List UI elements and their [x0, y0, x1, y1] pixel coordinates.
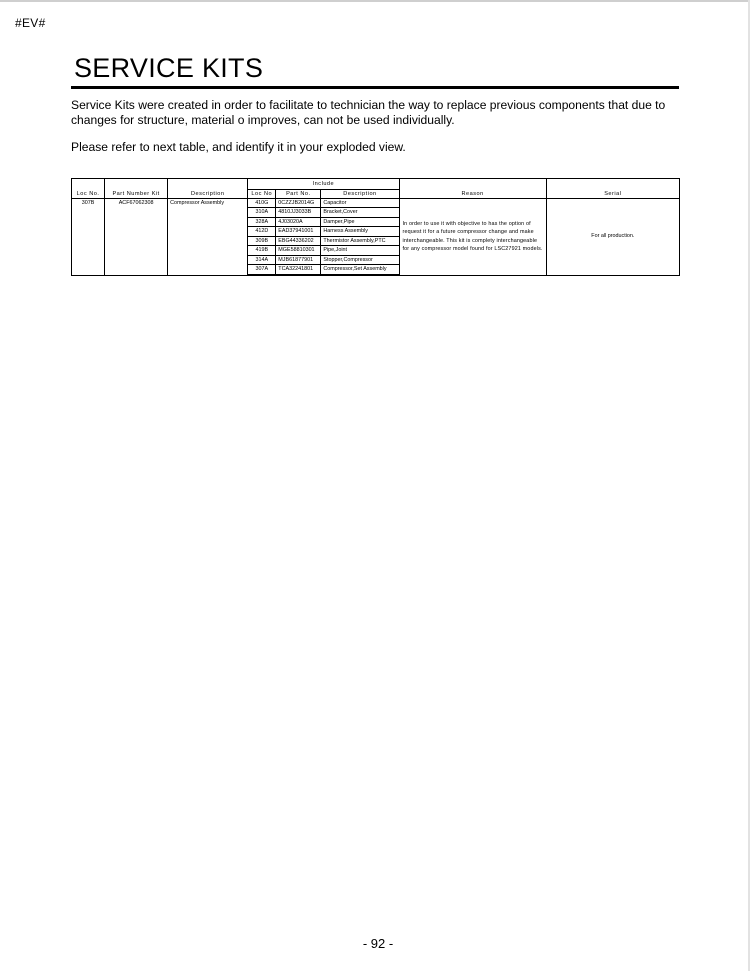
header-spacer [168, 179, 248, 190]
table-header-row-group [72, 179, 680, 190]
include-loc-no: 310A [248, 208, 276, 218]
include-description: Compressor,Set Assembly [321, 265, 399, 275]
top-border [0, 0, 750, 2]
column-header-include-part-no: Part No. [276, 189, 321, 198]
kit-part-number: ACF67062308 [105, 198, 168, 275]
column-header-serial: Serial [546, 189, 679, 198]
header-spacer [399, 179, 546, 190]
include-loc-no: 419B [248, 246, 276, 256]
instruction-paragraph: Please refer to next table, and identify it in your exploded view. [71, 140, 406, 154]
title-underline [71, 86, 679, 89]
include-part-no: 4J03020A [276, 217, 321, 227]
include-loc-no: 307A [248, 265, 276, 275]
include-description: Damper,Pipe [321, 217, 399, 227]
column-header-loc-no: Loc No. [72, 189, 105, 198]
header-tag: #EV# [15, 16, 46, 30]
page-number: - 92 - [362, 936, 394, 951]
include-loc-no: 314A [248, 255, 276, 265]
include-description: Pipe,Joint [321, 246, 399, 256]
table-header-row [72, 189, 680, 198]
header-spacer [72, 179, 105, 190]
include-group-header: Include [248, 179, 399, 190]
table-row [72, 198, 680, 208]
include-description: Harness Assembly [321, 227, 399, 237]
include-part-no: MGE58810301 [276, 246, 321, 256]
page-title: SERVICE KITS [74, 53, 264, 83]
include-description: Stopper,Compressor [321, 255, 399, 265]
kit-serial: For all production. [546, 198, 679, 275]
include-description: Thermistor Assembly,PTC [321, 236, 399, 246]
include-part-no: MJB61877901 [276, 255, 321, 265]
kit-description: Compressor Assembly [168, 198, 248, 275]
column-header-description: Description [168, 189, 248, 198]
column-header-include-loc-no: Loc No [248, 189, 276, 198]
column-header-reason: Reason [399, 189, 546, 198]
include-part-no: 0CZZJB2014G [276, 198, 321, 208]
include-part-no: EAD37941001 [276, 227, 321, 237]
include-part-no: 4810JJ3033B [276, 208, 321, 218]
include-spacer [321, 274, 399, 275]
include-spacer [248, 274, 276, 275]
header-spacer [546, 179, 679, 190]
kit-reason: In order to use it with objective to has the option of request it for a future compressor change and make interchangeable. This kit is complety interchangeable for any compressor model found for LSC27921 models. [399, 198, 546, 275]
include-loc-no: 410G [248, 198, 276, 208]
column-header-include-description: Description [321, 189, 399, 198]
service-kits-table [71, 178, 680, 276]
include-description: Capacitor [321, 198, 399, 208]
intro-paragraph: Service Kits were created in order to facilitate to technician the way to replace previous components that due to changes for structure, material o improves, can not be used individually. [71, 98, 666, 127]
include-part-no: EBG44336202 [276, 236, 321, 246]
column-header-part-number-kit: Part Number Kit [105, 189, 168, 198]
include-description: Bracket,Cover [321, 208, 399, 218]
include-loc-no: 412D [248, 227, 276, 237]
include-loc-no: 328A [248, 217, 276, 227]
header-spacer [105, 179, 168, 190]
kit-loc-no: 307B [72, 198, 105, 275]
include-loc-no: 309B [248, 236, 276, 246]
include-part-no: TCA32241801 [276, 265, 321, 275]
include-spacer [276, 274, 321, 275]
